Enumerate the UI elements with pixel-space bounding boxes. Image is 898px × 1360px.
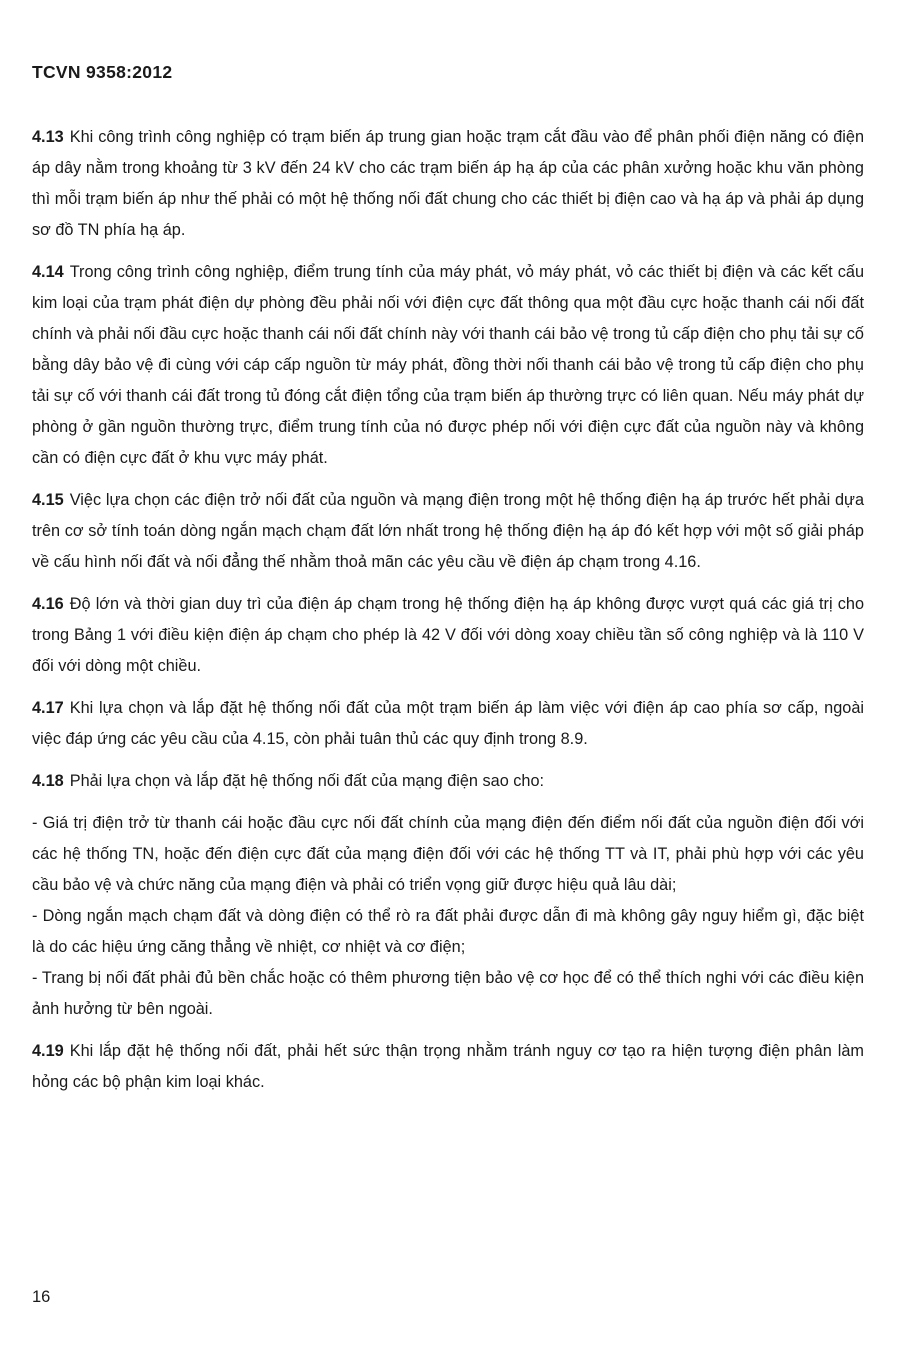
- bullet-item: - Trang bị nối đất phải đủ bền chắc hoặc có thêm phương tiện bảo vệ cơ học để có thể thích nghi với các điều kiện ảnh hưởng từ bên ngoài.: [32, 969, 864, 1018]
- section-4-13: [32, 122, 864, 246]
- section-text: Độ lớn và thời gian duy trì của điện áp chạm trong hệ thống điện hạ áp không được vượt quá các giá trị cho trong Bảng 1 với điều kiện điện áp chạm cho phép là 42 V đối với dòng xoay chiều tần số công nghiệp và là 110 V đối với dòng một chiều.: [32, 595, 864, 675]
- bullet-item: - Giá trị điện trở từ thanh cái hoặc đầu cực nối đất chính của mạng điện đến điểm nối đất của nguồn điện đối với các hệ thống TN, hoặc đến điện cực đất của mạng điện đối với các hệ thống TT và IT, phải phù hợp với các yêu cầu bảo vệ và chức năng của mạng điện và phải có triển vọng giữ được hiệu quả lâu dài;: [32, 814, 864, 894]
- section-4-17: [32, 693, 864, 755]
- bullet-item: - Dòng ngắn mạch chạm đất và dòng điện có thể rò ra đất phải được dẫn đi mà không gây nguy hiểm gì, đặc biệt là do các hiệu ứng căng thẳng về nhiệt, cơ nhiệt và cơ điện;: [32, 907, 864, 956]
- section-4-16: [32, 589, 864, 682]
- section-4-15: [32, 485, 864, 578]
- section-number: 4.17: [32, 699, 64, 717]
- section-4-19: [32, 1036, 864, 1098]
- section-number: 4.13: [32, 128, 64, 146]
- section-number: 4.18: [32, 772, 64, 790]
- section-text: Trong công trình công nghiệp, điểm trung tính của máy phát, vỏ máy phát, vỏ các thiết bị điện và các kết cấu kim loại của trạm phát điện dự phòng đều phải nối với điện cực đất thông qua một đầu cực hoặc thanh cái nối đất chính và phải nối đầu cực hoặc thanh cái nối đất chính này với thanh cái bảo vệ trong tủ cấp điện cho phụ tải sự cố bằng dây bảo vệ đi cùng với cáp cấp nguồn từ máy phát, đồng thời nối thanh cái bảo vệ trong tủ cấp điện cho phụ tải sự cố với thanh cái đất trong tủ đóng cắt điện tổng của trạm biến áp thường trực có liên quan. Nếu máy phát dự phòng ở gần nguồn thường trực, điểm trung tính của nó được phép nối với điện cực đất của nguồn này và không cần có điện cực đất ở khu vực máy phát.: [32, 263, 864, 467]
- section-text: Khi lắp đặt hệ thống nối đất, phải hết sức thận trọng nhằm tránh nguy cơ tạo ra hiện tượng điện phân làm hỏng các bộ phận kim loại khác.: [32, 1042, 864, 1091]
- section-number: 4.19: [32, 1042, 64, 1060]
- section-4-18: [32, 766, 864, 797]
- section-text: Khi công trình công nghiệp có trạm biến áp trung gian hoặc trạm cắt đầu vào để phân phối điện năng có điện áp dây nằm trong khoảng từ 3 kV đến 24 kV cho các trạm biến áp hạ áp của các phân xưởng hoặc khu văn phòng thì mỗi trạm biến áp như thế phải có một hệ thống nối đất chung cho các thiết bị điện cao và hạ áp và phải áp dụng sơ đồ TN phía hạ áp.: [32, 128, 864, 239]
- section-number: 4.15: [32, 491, 64, 509]
- section-text: Việc lựa chọn các điện trở nối đất của nguồn và mạng điện trong một hệ thống điện hạ áp trước hết phải dựa trên cơ sở tính toán dòng ngắn mạch chạm đất lớn nhất trong hệ thống điện hạ áp đó kết hợp với một số giải pháp về cấu hình nối đất và nối đẳng thế nhằm thoả mãn các yêu cầu về điện áp chạm trong 4.16.: [32, 491, 864, 571]
- page-number: 16: [32, 1288, 51, 1306]
- section-text: Khi lựa chọn và lắp đặt hệ thống nối đất của một trạm biến áp làm việc với điện áp cao phía sơ cấp, ngoài việc đáp ứng các yêu cầu của 4.15, còn phải tuân thủ các quy định trong 8.9.: [32, 699, 864, 748]
- section-text: Phải lựa chọn và lắp đặt hệ thống nối đất của mạng điện sao cho:: [69, 772, 545, 790]
- standard-code-header: TCVN 9358:2012: [32, 62, 173, 82]
- document-body: [32, 122, 864, 1109]
- section-number: 4.16: [32, 595, 64, 613]
- section-4-14: [32, 257, 864, 474]
- section-number: 4.14: [32, 263, 64, 281]
